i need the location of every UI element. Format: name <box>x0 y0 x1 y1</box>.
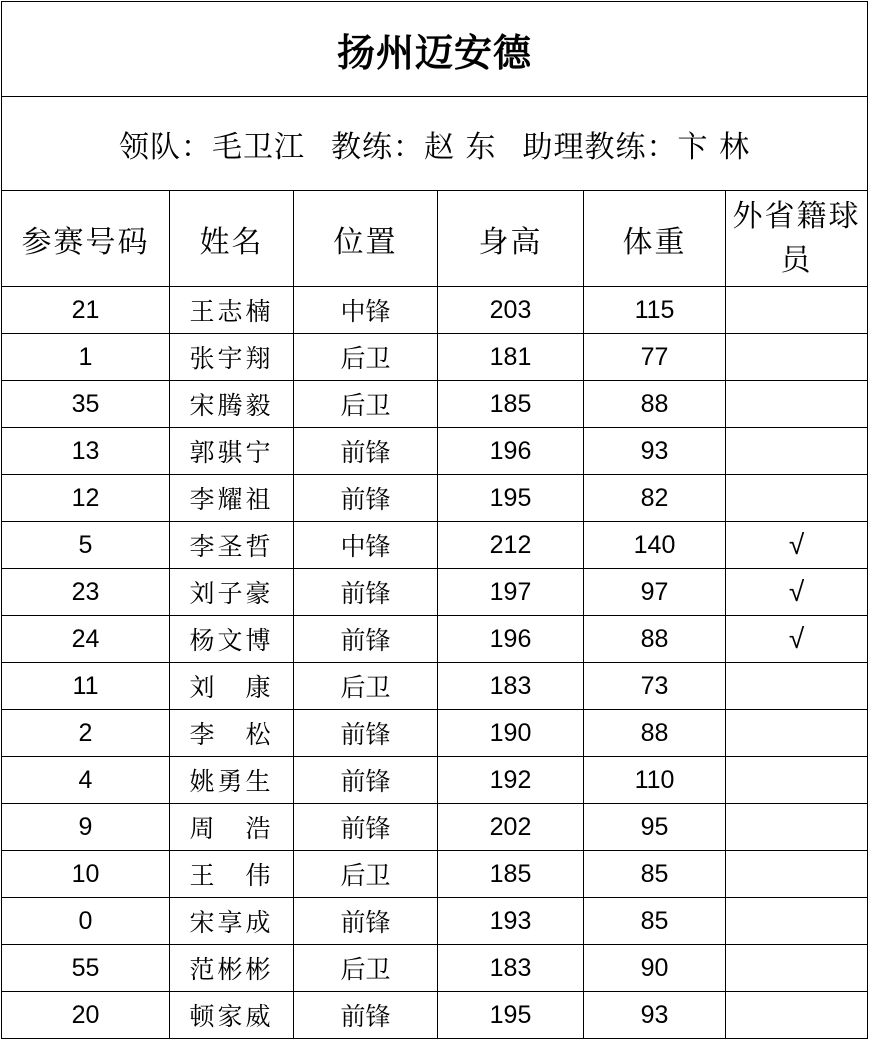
coach-name: 赵 东 <box>423 129 497 165</box>
player-height: 196 <box>438 616 584 663</box>
player-weight: 97 <box>584 569 726 616</box>
player-number: 10 <box>2 851 170 898</box>
player-out-of-province-mark <box>726 898 868 945</box>
staff-row <box>2 97 868 191</box>
player-out-of-province-mark: √ <box>726 522 868 569</box>
player-number: 1 <box>2 334 170 381</box>
table-row <box>2 663 868 710</box>
player-height: 185 <box>438 381 584 428</box>
player-number: 13 <box>2 428 170 475</box>
player-out-of-province-mark <box>726 334 868 381</box>
player-weight: 85 <box>584 898 726 945</box>
player-position: 前锋 <box>294 992 438 1039</box>
player-position: 前锋 <box>294 804 438 851</box>
player-height: 195 <box>438 992 584 1039</box>
table-row <box>2 287 868 334</box>
player-weight: 110 <box>584 757 726 804</box>
player-height: 203 <box>438 287 584 334</box>
player-position: 后卫 <box>294 851 438 898</box>
player-out-of-province-mark <box>726 804 868 851</box>
player-out-of-province-mark <box>726 710 868 757</box>
player-name: 李 松 <box>170 710 294 757</box>
table-row <box>2 475 868 522</box>
player-out-of-province-mark: √ <box>726 569 868 616</box>
table-row <box>2 522 868 569</box>
player-number: 12 <box>2 475 170 522</box>
player-position: 中锋 <box>294 287 438 334</box>
player-height: 193 <box>438 898 584 945</box>
player-height: 185 <box>438 851 584 898</box>
player-name: 杨文博 <box>170 616 294 663</box>
player-weight: 88 <box>584 381 726 428</box>
player-position: 后卫 <box>294 663 438 710</box>
player-weight: 88 <box>584 710 726 757</box>
player-number: 4 <box>2 757 170 804</box>
column-header-position: 位置 <box>294 191 438 287</box>
assistant-coach-name: 卞 林 <box>677 129 751 165</box>
player-name: 刘子豪 <box>170 569 294 616</box>
table-row <box>2 851 868 898</box>
player-number: 0 <box>2 898 170 945</box>
header-row <box>2 191 868 287</box>
player-height: 190 <box>438 710 584 757</box>
player-weight: 93 <box>584 428 726 475</box>
player-number: 11 <box>2 663 170 710</box>
player-number: 21 <box>2 287 170 334</box>
player-name: 郭骐宁 <box>170 428 294 475</box>
table-row <box>2 804 868 851</box>
player-name: 刘 康 <box>170 663 294 710</box>
player-name: 顿家威 <box>170 992 294 1039</box>
leader-name: 毛卫江 <box>211 129 305 165</box>
table-row <box>2 428 868 475</box>
player-out-of-province-mark <box>726 757 868 804</box>
player-out-of-province-mark <box>726 663 868 710</box>
player-weight: 95 <box>584 804 726 851</box>
player-number: 9 <box>2 804 170 851</box>
player-height: 181 <box>438 334 584 381</box>
player-height: 197 <box>438 569 584 616</box>
player-weight: 115 <box>584 287 726 334</box>
out-of-province-header-text: 外省籍球员 <box>732 198 861 278</box>
team-title: 扬州迈安德 <box>2 2 868 97</box>
player-out-of-province-mark <box>726 287 868 334</box>
player-weight: 90 <box>584 945 726 992</box>
player-number: 55 <box>2 945 170 992</box>
player-position: 前锋 <box>294 757 438 804</box>
table-row <box>2 898 868 945</box>
player-height: 183 <box>438 945 584 992</box>
player-out-of-province-mark <box>726 381 868 428</box>
player-name: 王 伟 <box>170 851 294 898</box>
column-header-name: 姓名 <box>170 191 294 287</box>
player-name: 宋享成 <box>170 898 294 945</box>
player-out-of-province-mark <box>726 475 868 522</box>
table-row <box>2 757 868 804</box>
player-height: 196 <box>438 428 584 475</box>
player-number: 24 <box>2 616 170 663</box>
column-header-out-of-province <box>726 191 868 287</box>
player-weight: 77 <box>584 334 726 381</box>
table-row <box>2 569 868 616</box>
player-position: 后卫 <box>294 381 438 428</box>
player-out-of-province-mark: √ <box>726 616 868 663</box>
player-weight: 73 <box>584 663 726 710</box>
player-number: 35 <box>2 381 170 428</box>
player-position: 前锋 <box>294 475 438 522</box>
player-position: 中锋 <box>294 522 438 569</box>
player-weight: 82 <box>584 475 726 522</box>
table-row <box>2 334 868 381</box>
player-number: 5 <box>2 522 170 569</box>
player-position: 前锋 <box>294 569 438 616</box>
player-name: 李耀祖 <box>170 475 294 522</box>
player-out-of-province-mark <box>726 992 868 1039</box>
player-out-of-province-mark <box>726 851 868 898</box>
player-height: 183 <box>438 663 584 710</box>
column-header-number: 参赛号码 <box>2 191 170 287</box>
player-number: 2 <box>2 710 170 757</box>
player-number: 23 <box>2 569 170 616</box>
player-out-of-province-mark <box>726 945 868 992</box>
column-header-weight: 体重 <box>584 191 726 287</box>
player-weight: 85 <box>584 851 726 898</box>
table-row <box>2 945 868 992</box>
table-row <box>2 992 868 1039</box>
assistant-coach-label: 助理教练： <box>522 129 678 165</box>
player-name: 范彬彬 <box>170 945 294 992</box>
player-out-of-province-mark <box>726 428 868 475</box>
staff-line <box>2 97 868 191</box>
player-height: 202 <box>438 804 584 851</box>
table-row <box>2 381 868 428</box>
player-name: 王志楠 <box>170 287 294 334</box>
player-weight: 88 <box>584 616 726 663</box>
coach-label: 教练： <box>330 129 424 165</box>
player-name: 宋腾毅 <box>170 381 294 428</box>
player-height: 212 <box>438 522 584 569</box>
player-height: 195 <box>438 475 584 522</box>
player-position: 前锋 <box>294 898 438 945</box>
player-position: 后卫 <box>294 334 438 381</box>
player-position: 后卫 <box>294 945 438 992</box>
table-row <box>2 616 868 663</box>
player-position: 前锋 <box>294 710 438 757</box>
player-height: 192 <box>438 757 584 804</box>
leader-label: 领队： <box>118 129 212 165</box>
player-weight: 140 <box>584 522 726 569</box>
player-name: 周 浩 <box>170 804 294 851</box>
player-weight: 93 <box>584 992 726 1039</box>
player-number: 20 <box>2 992 170 1039</box>
column-header-height: 身高 <box>438 191 584 287</box>
player-position: 前锋 <box>294 428 438 475</box>
player-name: 张宇翔 <box>170 334 294 381</box>
player-position: 前锋 <box>294 616 438 663</box>
team-roster-table <box>1 1 868 1039</box>
title-row <box>2 2 868 97</box>
player-name: 姚勇生 <box>170 757 294 804</box>
player-name: 李圣哲 <box>170 522 294 569</box>
table-row <box>2 710 868 757</box>
